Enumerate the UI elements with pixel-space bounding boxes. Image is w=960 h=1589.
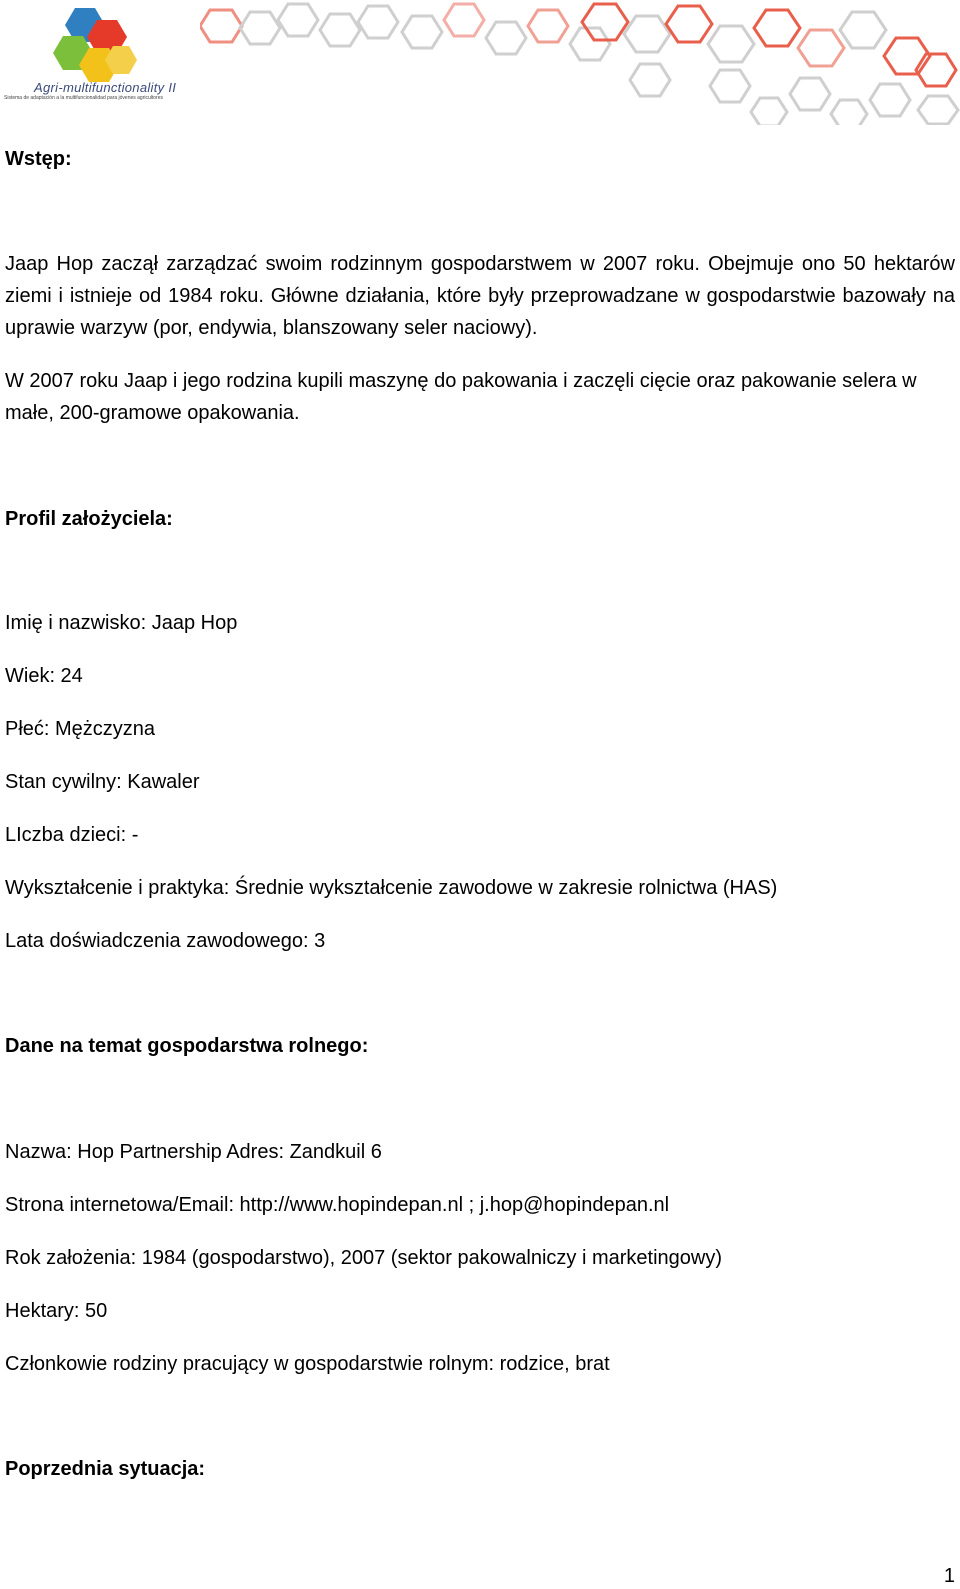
farm-name-address: Nazwa: Hop Partnership Adres: Zandkuil 6 [5,1141,382,1163]
intro-heading: Wstęp: [5,148,72,170]
logo-icon [0,0,200,122]
intro-paragraph-1: Jaap Hop zaczął zarządzać swoim rodzinnym gospodarstwem w 2007 roku. Obejmuje ono 50 hektarów ziemi i istnieje od 1984 roku. Główne działania, które były przeprowadzane w gospodarstwie bazowały na uprawie warzyw (por, endywia, blanszowany seler naciowy). [5,253,955,339]
profile-gender: Płeć: Mężczyzna [5,718,156,740]
page-number: 1 [943,1565,955,1587]
profile-marital-status: Stan cywilny: Kawaler [5,771,200,793]
farm-founding-year: Rok założenia: 1984 (gospodarstwo), 2007 (sektor pakowalniczy i marketingowy) [5,1247,723,1269]
decorative-hexagons-icon [200,0,960,125]
logo-title: Agri-multifunctionality II [34,80,177,95]
farm-family-members: Członkowie rodziny pracujący w gospodarstwie rolnym: rodzice, brat [5,1353,610,1375]
intro-paragraph-2: W 2007 roku Jaap i jego rodzina kupili maszynę do pakowania i zaczęli cięcie oraz pakowanie selera w małe, 200-gramowe opakowania. [5,370,917,424]
farm-website-email: Strona internetowa/Email: http://www.hopindepan.nl ; j.hop@hopindepan.nl [5,1194,670,1216]
profile-education: Wykształcenie i praktyka: Średnie wykształcenie zawodowe w zakresie rolnictwa (HAS) [5,877,778,899]
logo-subtitle: Sistema de adaptación a la multifuncionalidad para jóvenes agricultores [4,95,163,101]
previous-situation-heading: Poprzednia sytuacja: [5,1458,206,1480]
profile-experience: Lata doświadczenia zawodowego: 3 [5,930,326,952]
farm-hectares: Hektary: 50 [5,1300,108,1322]
profile-age: Wiek: 24 [5,665,83,687]
profile-children: LIczba dzieci: - [5,824,139,846]
farm-heading: Dane na temat gospodarstwa rolnego: [5,1035,369,1057]
profile-heading: Profil założyciela: [5,508,173,530]
profile-name: Imię i nazwisko: Jaap Hop [5,612,238,634]
page-header [0,0,960,125]
